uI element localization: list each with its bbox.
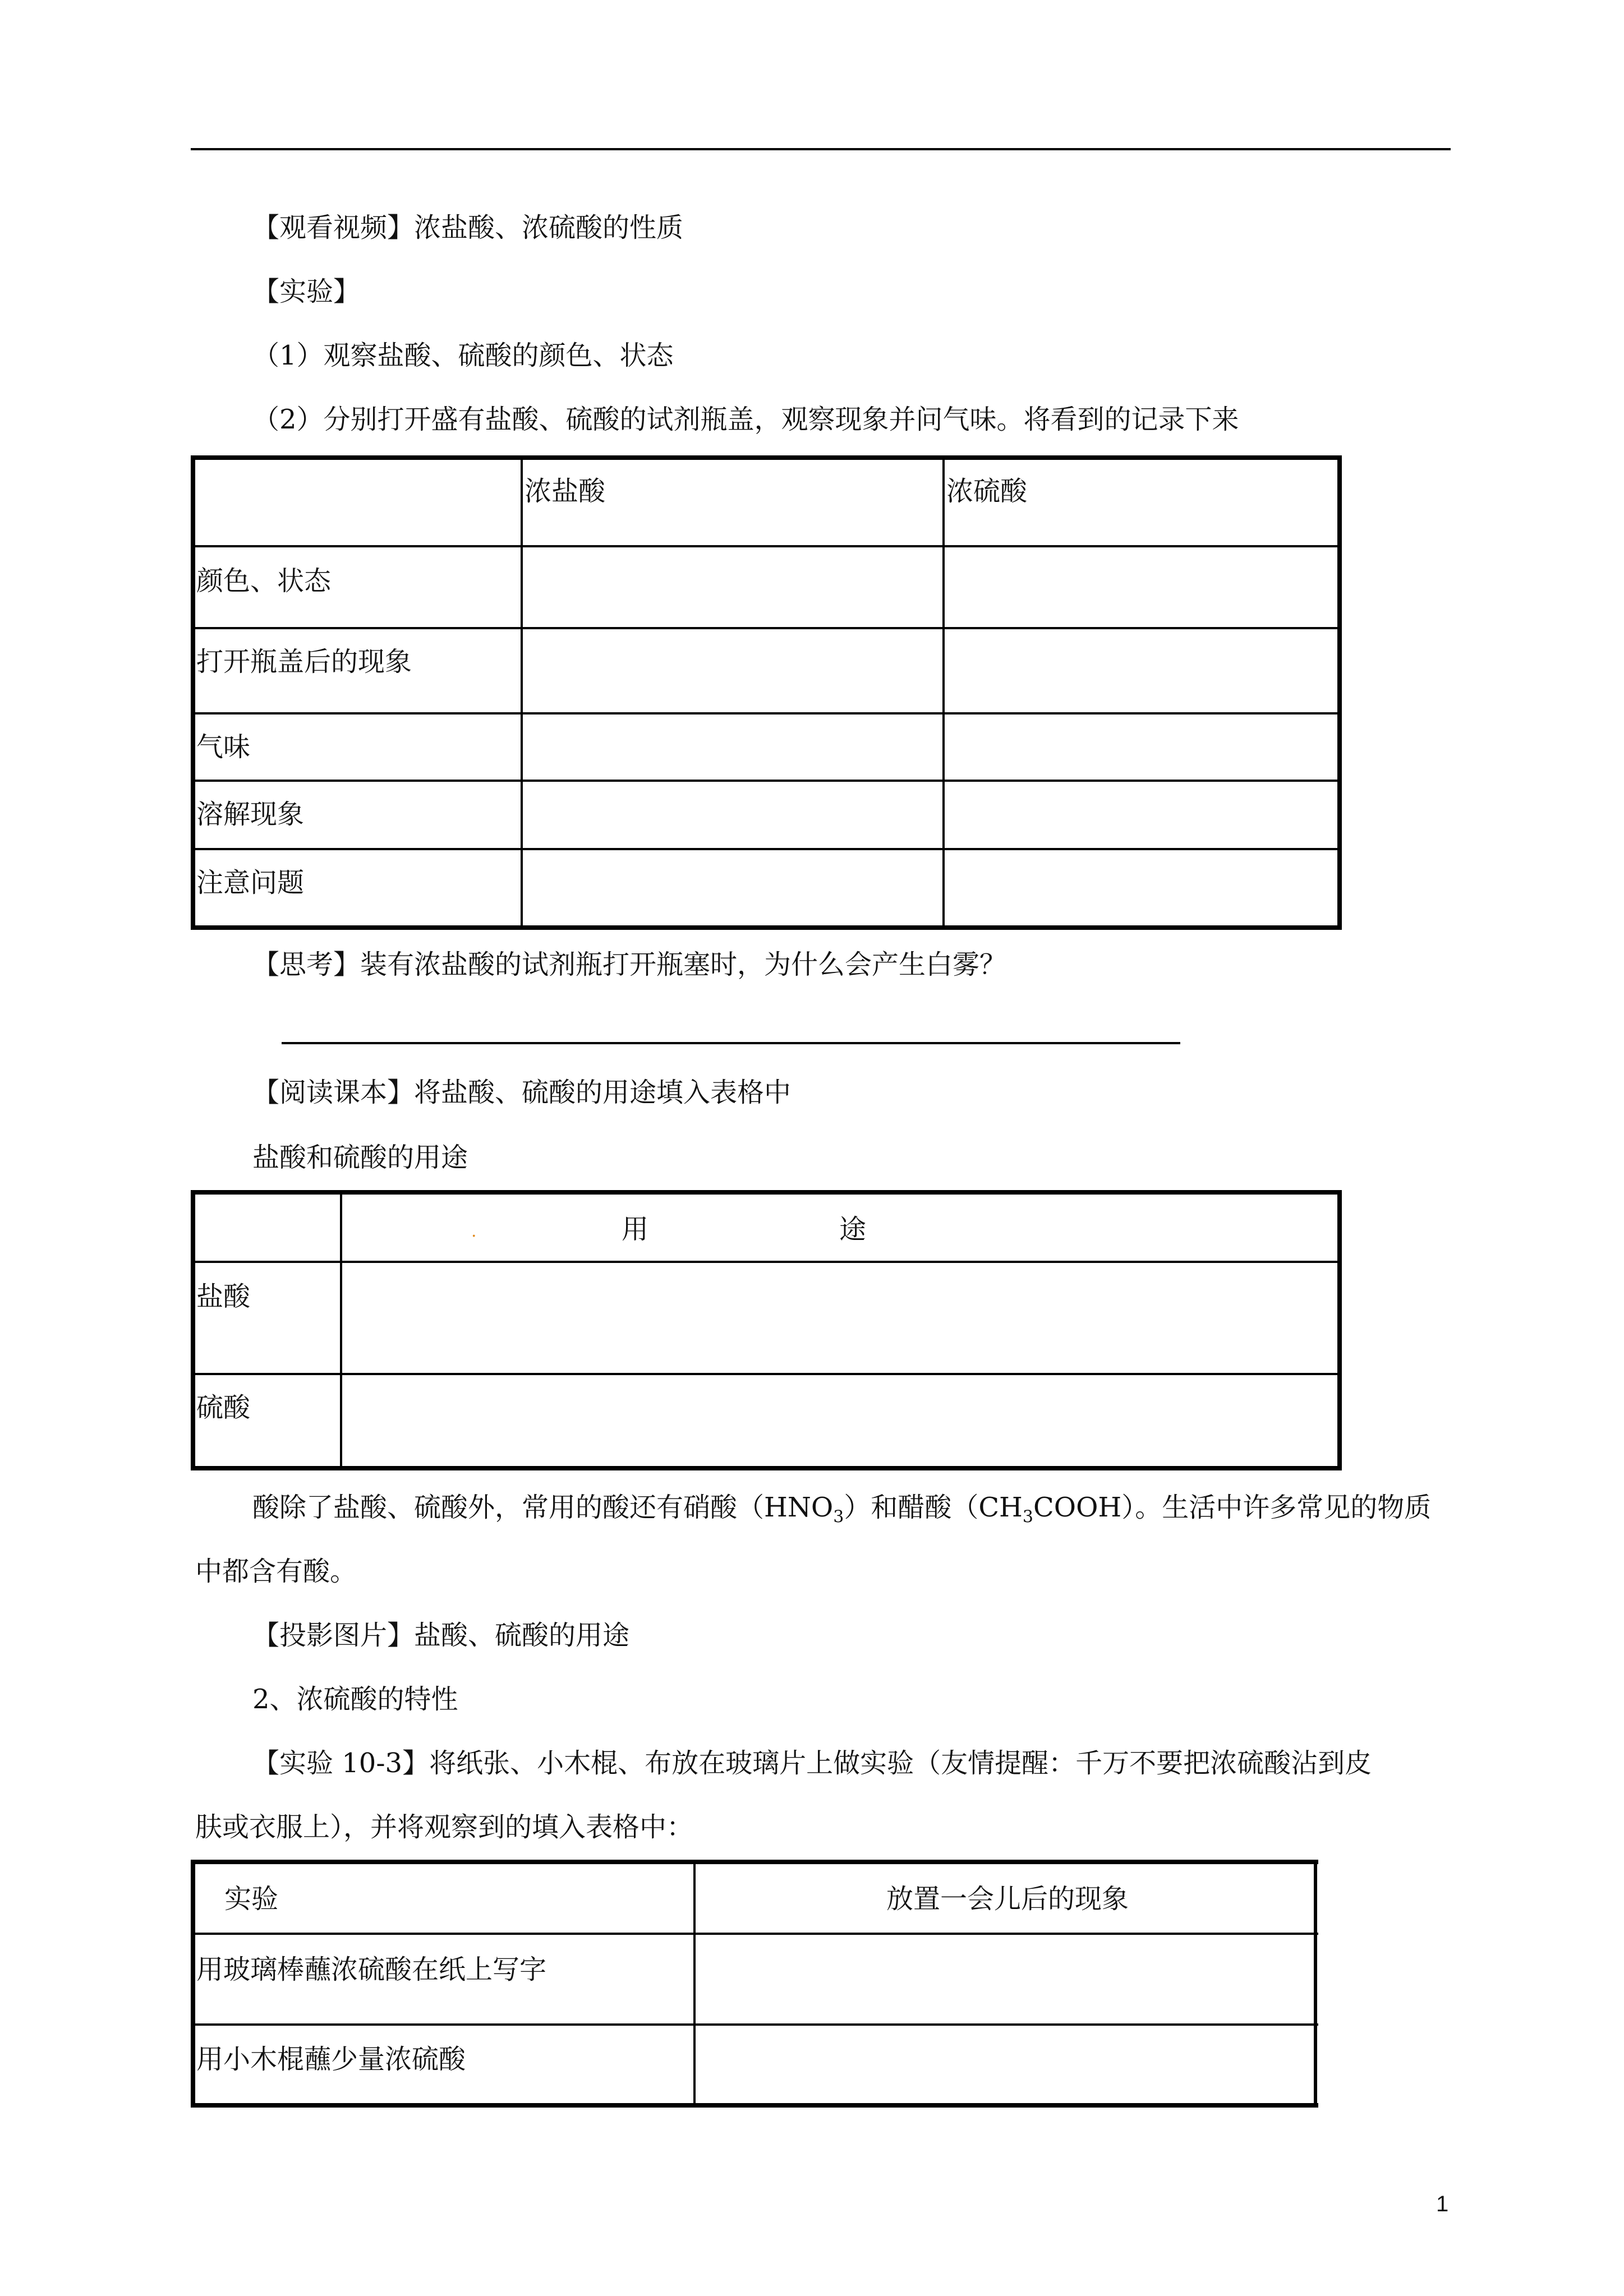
row-label: 溶解现象	[196, 799, 305, 830]
table-border-top	[191, 1190, 1342, 1195]
table-col-rule	[942, 455, 945, 930]
header-conc-h2so4: 浓硫酸	[946, 476, 1028, 507]
experiment-10-3-line-2: 肤或衣服上），并将观察到的填入表格中：	[195, 1811, 694, 1843]
table-col-rule	[521, 455, 523, 930]
header-phenomenon: 放置一会儿后的现象	[886, 1883, 1129, 1915]
row-label: 盐酸	[196, 1281, 251, 1312]
table-border-right	[1337, 1190, 1342, 1470]
table-col-rule	[340, 1190, 342, 1470]
table-rule	[191, 1261, 1342, 1263]
row-label: 颜色、状态	[196, 565, 332, 597]
row-label: 打开瓶盖后的现象	[196, 646, 412, 677]
header-experiment: 实验	[224, 1883, 279, 1915]
table-border-right	[1337, 455, 1342, 930]
table-rule	[191, 1933, 1318, 1935]
table-border-top	[191, 455, 1342, 460]
section-2-heading: 2、浓硫酸的特性	[252, 1684, 458, 1715]
read-book-line: 【阅读课本】将盐酸、硫酸的用途填入表格中	[252, 1077, 792, 1108]
think-question: 【思考】装有浓盐酸的试剂瓶打开瓶塞时，为什么会产生白雾？	[252, 949, 1007, 980]
row-label: 注意问题	[196, 867, 305, 898]
table-border-left	[191, 1190, 195, 1470]
page-number: 1	[1436, 2192, 1449, 2216]
table-border-left	[191, 455, 195, 930]
experiment-10-3-line-1: 【实验 10-3】将纸张、小木棍、布放在玻璃片上做实验（友情提醒：千万不要把浓硫酸沾到皮	[252, 1748, 1372, 1779]
step-2: （2）分别打开盛有盐酸、硫酸的试剂瓶盖，观察现象并问气味。将看到的记录下来	[252, 404, 1239, 435]
table-col-rule	[693, 1860, 696, 2108]
table-border-bottom	[191, 925, 1342, 930]
table-rule	[191, 2023, 1318, 2026]
table-rule	[191, 712, 1342, 714]
uses-caption: 盐酸和硫酸的用途	[252, 1142, 468, 1173]
header-rule	[191, 148, 1451, 150]
header-use-char-1: 用	[622, 1214, 649, 1245]
row-label: 用小木棍蘸少量浓硫酸	[196, 2044, 466, 2075]
header-conc-hcl: 浓盐酸	[525, 476, 606, 507]
header-use-char-2: 途	[839, 1214, 867, 1245]
table-border-left	[191, 1860, 195, 2108]
answer-line[interactable]	[282, 1042, 1180, 1044]
other-acids-line-2: 中都含有酸。	[195, 1556, 357, 1587]
watch-video-line: 【观看视频】浓盐酸、浓硫酸的性质	[252, 212, 684, 243]
table-border-right	[1314, 1860, 1317, 2108]
table-border-bottom	[191, 1466, 1342, 1470]
other-acids-line-1: 酸除了盐酸、硫酸外，常用的酸还有硝酸$(HNO_3)$和醋酸$(CH_3COOH)$。生活中许多常见的物质	[252, 1492, 1432, 1527]
table-border-top	[191, 1860, 1318, 1864]
experiment-heading: 【实验】	[252, 276, 361, 307]
step-1: （1）观察盐酸、硫酸的颜色、状态	[252, 340, 674, 371]
table-rule	[191, 627, 1342, 629]
row-label: 用玻璃棒蘸浓硫酸在纸上写字	[196, 1954, 547, 1985]
table-border-bottom	[191, 2103, 1318, 2108]
table-rule	[191, 545, 1342, 547]
row-label: 气味	[196, 731, 251, 763]
row-label: 硫酸	[196, 1392, 251, 1423]
projection-line: 【投影图片】盐酸、硫酸的用途	[252, 1620, 630, 1651]
header-dot: .	[471, 1221, 477, 1241]
table-rule	[191, 848, 1342, 850]
table-rule	[191, 780, 1342, 782]
table-rule	[191, 1373, 1342, 1375]
